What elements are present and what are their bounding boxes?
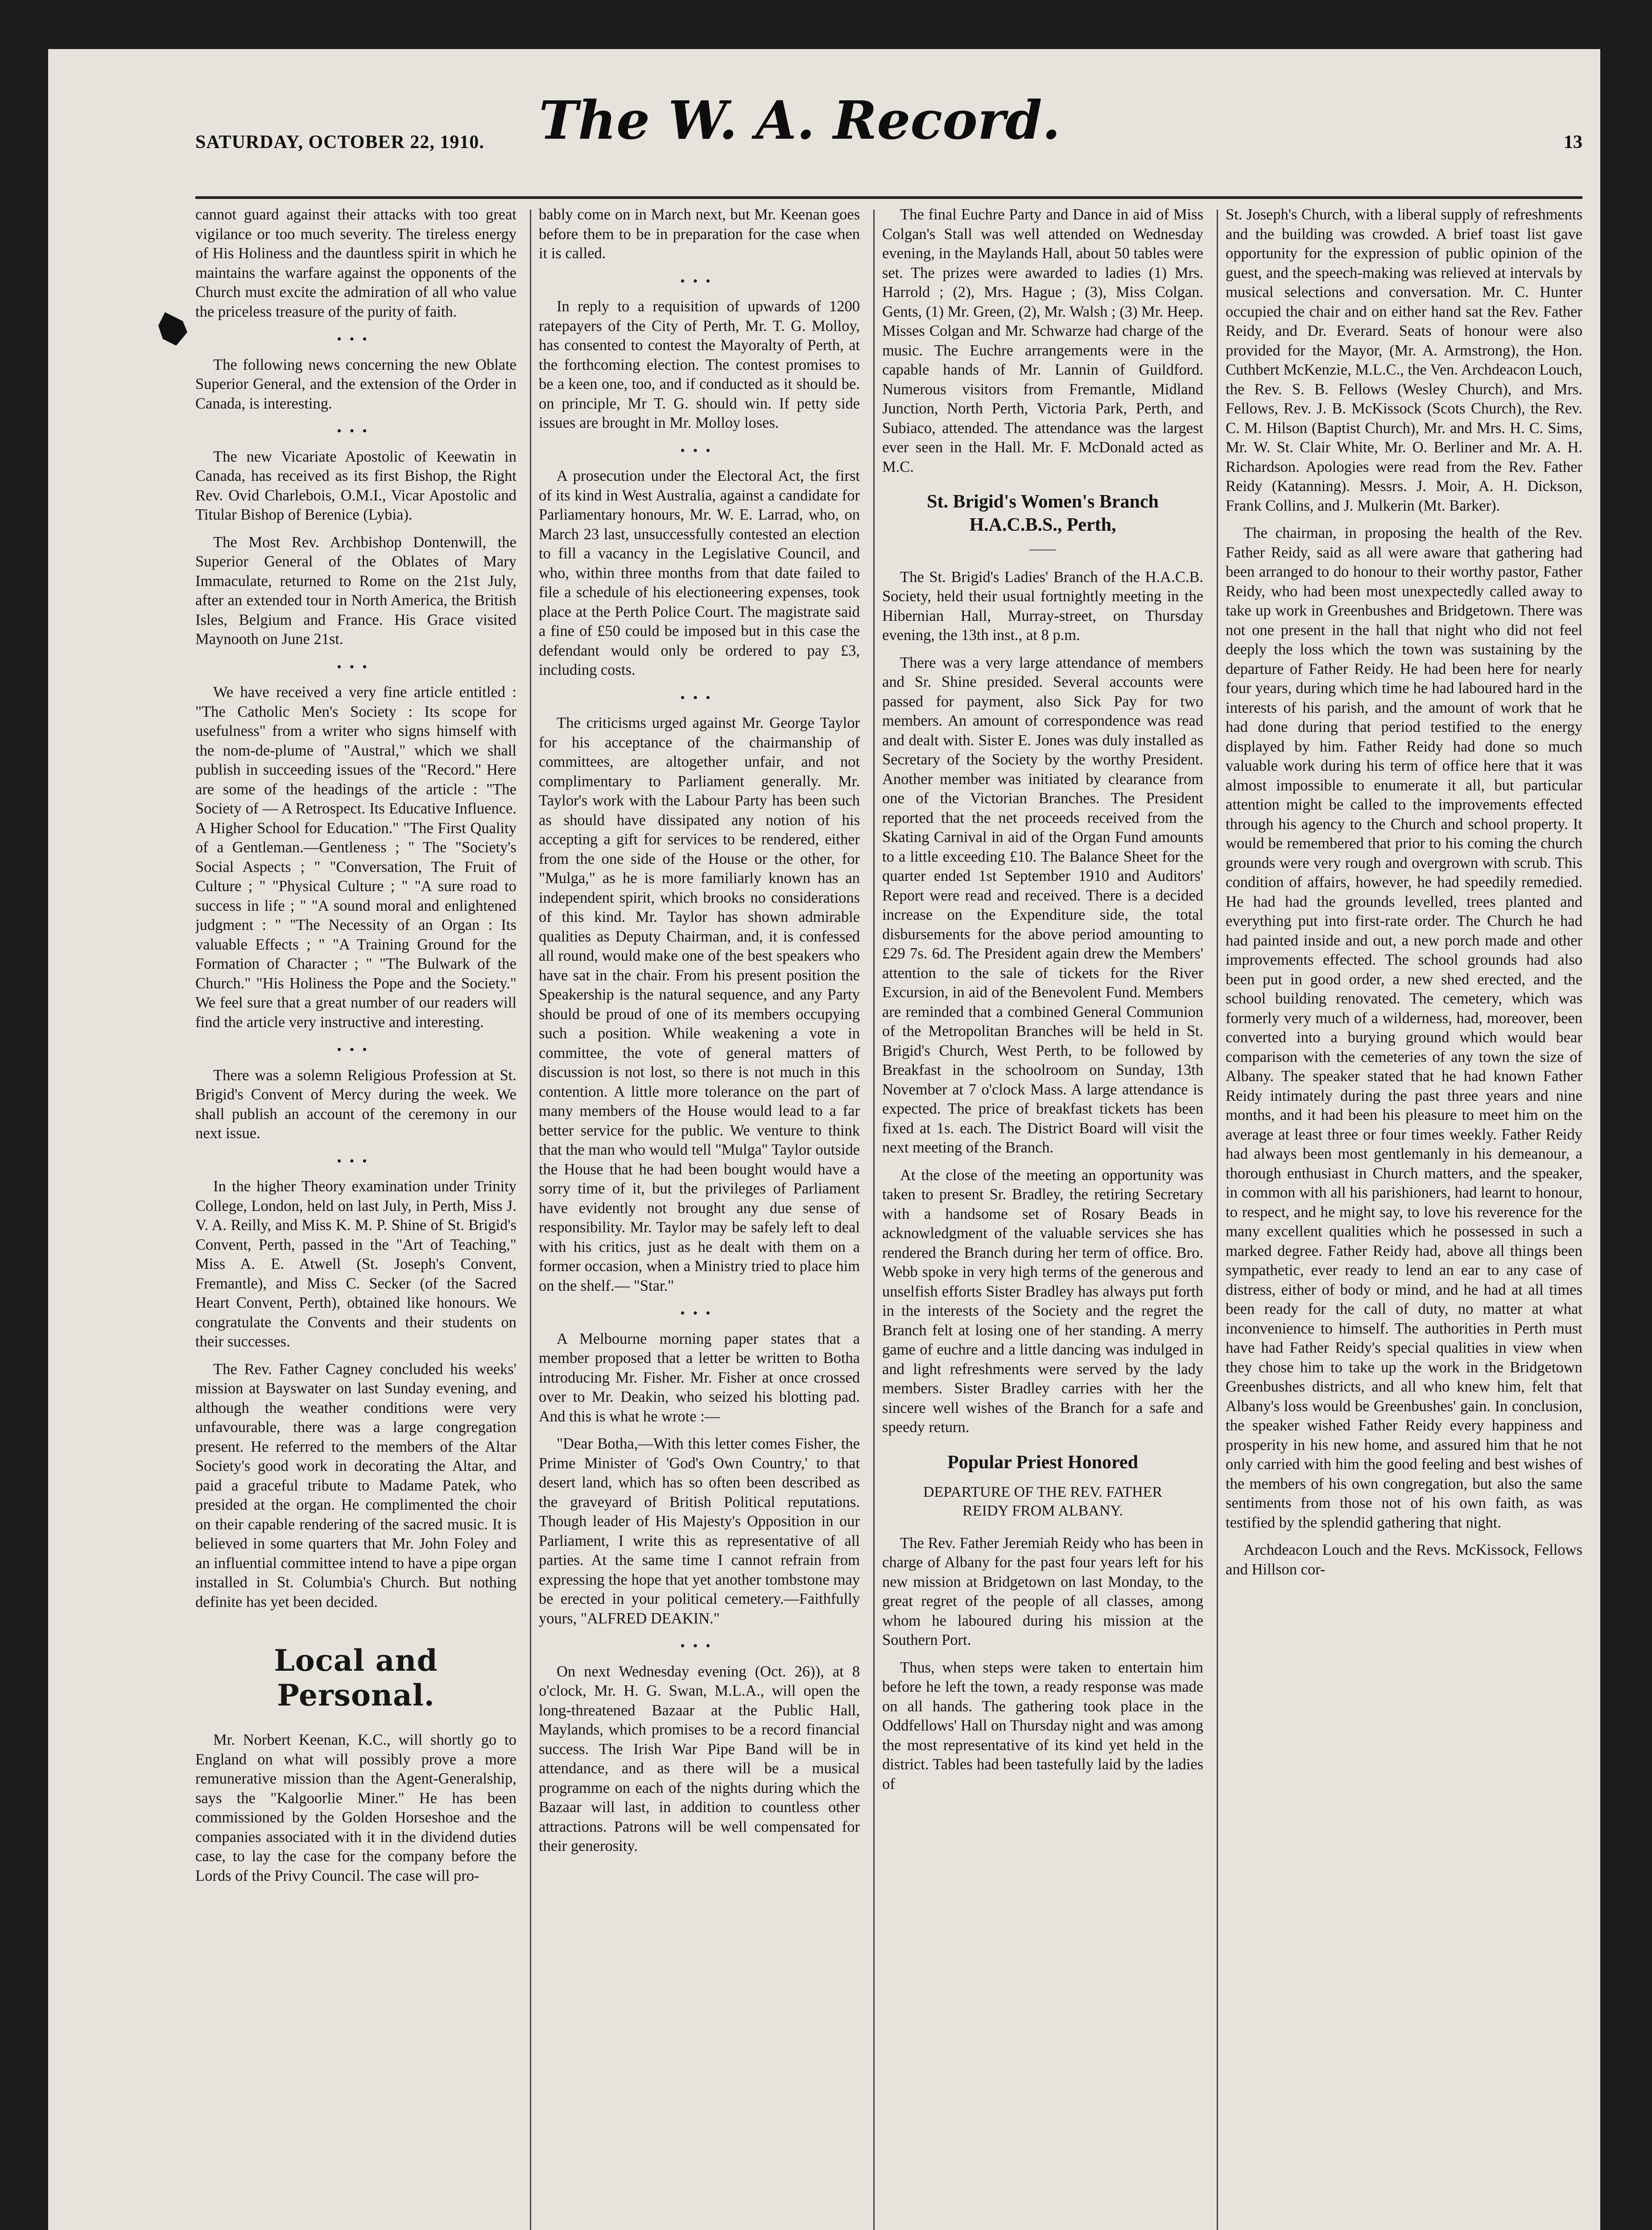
article-paragraph: There was a solemn Religious Profession at St. Brigid's Convent of Mercy during the week. We shall publish an account of the ceremony in our next issue. [195, 1066, 516, 1142]
column-3 [882, 205, 1203, 2230]
article-paragraph: Mr. Norbert Keenan, K.C., will shortly go to England on what will possibly prove a more remunerative mission than the Agent-Generalship, says the "Kalgoorlie Miner." He has been commissioned by the Golden Horseshoe and the companies associated with it in the dividend duties case, to lay the case for the company before the Lords of the Privy Council. The case will pro- [195, 1731, 516, 1884]
section-separator: ••• [337, 659, 375, 674]
article-paragraph: On next Wednesday evening (Oct. 26)), at 8 o'clock, Mr. H. G. Swan, M.L.A., will open the long-threatened Bazaar at the Public Hall, Maylands, which promises to be a record financial success. The Irish War Pipe Band will be in attendance, and as there will be a musical programme on each of the nights during which the Bazaar will last, in addition to countless other attractions. Patrons will be well compensated for their generosity. [539, 1663, 860, 1854]
newspaper-page [48, 49, 1600, 2230]
section-separator: ••• [337, 1153, 375, 1169]
article-paragraph: The Most Rev. Archbishop Dontenwill, the Superior General of the Oblates of Mary Immaculate, returned to Rome on the 21st July, after an extended tour in North America, the British Isles, Belgium and France. His Grace visited Maynooth on June 21st. [195, 533, 516, 648]
newspaper-title: The W. A. Record. [539, 89, 1061, 151]
column-1 [195, 205, 516, 2230]
article-paragraph: The Rev. Father Cagney concluded his weeks' mission at Bayswater on last Sunday evening, and although the weather conditions were very unfavourable, there was a large congregation present. He referred to the members of the Altar Society's good work in decorating the Altar, and paid a graceful tribute to Madame Patek, who presided at the organ. He complimented the choir on their capable rendering of the sacred music. It is believed in some quarters that Mr. John Foley and an influential committee intend to have a pipe organ installed in St. Columbia's Church. But nothing definite has yet been decided. [195, 1360, 516, 1611]
article-heading: Popular Priest Honored [947, 1452, 1138, 1473]
page-number: 13 [1564, 132, 1582, 153]
section-heading: Local and Personal. [274, 1643, 438, 1713]
section-separator: ••• [680, 1639, 719, 1653]
column-divider [530, 210, 531, 2230]
article-paragraph: The following news concerning the new Oblate Superior General, and the extension of the Order in Canada, is interesting. [195, 356, 516, 412]
column-4 [1226, 205, 1582, 2230]
header-rule [195, 196, 1582, 199]
heading-rule: —— [1029, 541, 1056, 556]
article-paragraph: The chairman, in proposing the health of the Rev. Father Reidy, said as all were aware that gathering had been arranged to do honour to their worthy pastor, Father Reidy, who had been most unexpectedly called away to take up work in Greenbushes and Bridgetown. There was not one present in the hall that night who did not feel deeply the loss which the town was sustaining by the departure of Father Reidy. He had been here for nearly four years, during which time he had laboured hard in the interests of his parish, and the amount of work that he had done during that period testified to the energy displayed by him. Father Reidy had done so much valuable work during his term of office here that it was almost impossible to enumerate it all, but particular attention might be called to the improvements effected through his agency to the Church and school property. It would be remembered that prior to his coming the church grounds were very rough and overgrown with scrub. This condition of affairs, however, he had speedily remedied. He had had the grounds levelled, trees planted and everything put into first-rate order. The Church he had had painted inside and out, a new porch made and other improvements effected. The school grounds had also been put in good order, a new shed erected, and the school building renovated. The cemetery, which was formerly very much of a wilderness, had, moreover, been converted into a burying ground which would bear comparison with the cemeteries of any town the size of Albany. The speaker stated that he had known Father Reidy intimately during the past three years and nine months, and it had been his pleasure to meet him on the average at least three or four times weekly. Father Reidy had always been most gentlemanly in his demeanour, a thorough enthusiast in Church matters, and the speaker, in common with all his parishioners, had learnt to honour, to respect, and he might say, to love his reverence for the many excellent qualities which he possessed in such a marked degree. Father Reidy had, above all things been sympathetic, ever ready to lend an ear to any case of distress, either of body or mind, and he had at all times been ready for the call of duty, no matter at what inconvenience to himself. The authorities in Perth must have had Father Reidy's special qualities in view when they chose him to take up the work in the Bridgetown Greenbushes districts, and all who knew him, felt that Albany's loss would be Greenbushes' gain. In conclusion, the speaker wished Father Reidy every happiness and prosperity in his new home, and assured him that he not only carried with him the good feeling and best wishes of the members of his own congregation, but also the same sentiments from those not of his own faith, as was testified by the splendid gathering that night. [1226, 524, 1582, 1531]
section-separator: ••• [337, 424, 375, 438]
article-paragraph: bably come on in March next, but Mr. Keenan goes before them to be in preparation for the case when it is called. [539, 206, 860, 262]
section-separator: ••• [680, 273, 719, 289]
article-paragraph: At the close of the meeting an opportunity was taken to present Sr. Bradley, the retiring Secretary with a handsome set of Rosary Beads in acknowledgment of the valuable services she has rendered the Branch during her term of office. Bro. Webb spoke in very high terms of the generous and unselfish efforts Sister Bradley has always put forth in the interests of the Society and the regret the Branch felt at losing one of her standing. A merry game of euchre and a little dancing was indulged in and light refreshments were served by the lady members. Sister Bradley carries with her the sincere well wishes of the Branch for a safe and speedy return. [882, 1166, 1203, 1436]
column-divider [873, 210, 875, 2230]
article-paragraph: The St. Brigid's Ladies' Branch of the H.A.C.B. Society, held their usual fortnightly meeting in the Hibernian Hall, Murray-street, on Thursday evening, the 13th inst., at 8 p.m. [882, 568, 1203, 644]
article-paragraph: The new Vicariate Apostolic of Keewatin in Canada, has received as its first Bishop, the Right Rev. Ovid Charlebois, O.M.I., Vicar Apostolic and Titular Bishop of Berenice (Lybia). [195, 448, 516, 523]
article-paragraph: The final Euchre Party and Dance in aid of Miss Colgan's Stall was well attended on Wednesday evening, in the Maylands Hall, about 50 tables were set. The prizes were awarded to ladies (1) Mrs. Harrold ; (2), Mrs. Hague ; (3), Miss Colgan. Gents, (1) Mr. Green, (2), Mr. Walsh ; (3) Mr. Heep. Misses Colgan and Mr. Schwarze had charge of the music. The Euchre arrangements were in the capable hands of Mr. Lannin of Guildford. Numerous visitors from Fremantle, Midland Junction, North Perth, Victoria Park, Perth, and Subiaco, attended. The attendance was the largest ever seen in the Hall. Mr. F. McDonald acted as M.C. [882, 206, 1203, 475]
article-paragraph: The criticisms urged against Mr. George Taylor for his acceptance of the chairmanship of committees, are altogether unfair, and not complimentary to Parliament generally. Mr. Taylor's work with the Labour Party has been such as should have dissipated any notion of his accepting a gift for services to be rendered, either from the one side of the House or the other, for "Mulga," as he is more familiarly known has an independent spirit, which brooks no considerations of this kind. Mr. Taylor has shown admirable qualities as Deputy Chairman, and, it is confessed all round, would make one of the best speakers who have sat in the chair. From his present position the Speakership is the natural sequence, and any Party should be proud of one of its members occupying such a position. While weakening a vote in committee, the vote of general matters of discussion is not lost, so there is not much in this contention. A little more tolerance on the part of many members of the House would lead to a far better service for the public. We venture to think that the man who would tell "Mulga" Taylor outside the House that he had been bought would have a sorry time of it, but the privileges of Parliament have evidently not brought any due sense of responsibility. Mr. Taylor may be safely left to deal with his critics, just as he dealt with them on a former occasion, when a Ministry tried to place him on the shelf.— "Star." [539, 714, 860, 1294]
article-paragraph: Thus, when steps were taken to entertain him before he left the town, a ready response was made on all hands. The gathering took place in the Oddfellows' Hall on Thursday night and was among the most representative of its kind yet held in the district. Tables had been tastefully laid by the ladies of [882, 1659, 1203, 1792]
article-paragraph: The Rev. Father Jeremiah Reidy who has been in charge of Albany for the past four years left for his new mission at Bridgetown on last Monday, to the great regret of the people of all classes, among whom he laboured during his mission at the Southern Port. [882, 1534, 1203, 1648]
article-paragraph: cannot guard against their attacks with too great vigilance or too much severity. The tireless energy of His Holiness and the dauntless spirit in which he maintains the warfare against the opponents of the Church must excite the admiration of all who value the priceless treasure of the purity of faith. [195, 206, 516, 320]
article-paragraph: A Melbourne morning paper states that a member proposed that a letter be written to Botha introducing Mr. Fisher. Mr. Fisher at once crossed over to Mr. Deakin, who seized his blotting pad. And this is what he wrote :— [539, 1330, 860, 1425]
article-paragraph: Archdeacon Louch and the Revs. McKissock, Fellows and Hillson cor- [1226, 1541, 1582, 1578]
section-separator: ••• [680, 690, 719, 705]
masthead [195, 80, 1582, 192]
issue-date: SATURDAY, OCTOBER 22, 1910. [195, 132, 484, 153]
article-subheading: DEPARTURE OF THE REV. FATHER REIDY FROM ALBANY. [923, 1483, 1163, 1519]
section-separator: ••• [680, 443, 719, 458]
article-paragraph: In reply to a requisition of upwards of 1200 ratepayers of the City of Perth, Mr. T. G. Molloy, has consented to contest the Mayoralty of Perth, at the forthcoming election. The contest promises to be a keen one, too, and if conducted as it should be. on principle, Mr T. G. should win. If petty side issues are brought in Mr. Molloy loses. [539, 298, 860, 431]
article-paragraph: There was a very large attendance of members and Sr. Shine presided. Several accounts were passed for payment, also Sick Pay for two members. An amount of correspondence was read and dealt with. Sister E. Jones was duly installed as Secretary of the Society by the worthy President. Another member was initiated by clearance from one of the Victorian Branches. The President reported that the net proceeds received from the Skating Carnival in aid of the Organ Fund amounts to a little exceeding £10. The Balance Sheet for the quarter ended 1st September 1910 and Auditors' Report were read and received. There is a decided increase on the Expenditure side, the total disbursements for the above period amounting to £29 7s. 6d. The President again drew the Members' attention to the sale of tickets for the River Excursion, in aid of the Benevolent Fund. Members are reminded that a combined General Communion of the Metropolitan Branches will be held in St. Brigid's Church, West Perth, to be followed by Breakfast in the schoolroom on Sunday, 13th November at 7 o'clock Mass. A large attendance is expected. The price of breakfast tickets has been fixed at 1s. each. The District Board will visit the next meeting of the Branch. [882, 654, 1203, 1156]
ink-blot-icon [156, 308, 192, 348]
section-separator: ••• [337, 332, 375, 347]
article-paragraph: In the higher Theory examination under Trinity College, London, held on last July, in Perth, Miss J. V. A. Reilly, and Miss K. M. P. Shine of St. Brigid's Convent, Perth, passed in the "Art of Teaching," Miss A. E. Atwell (St. Joseph's Convent, Fremantle), and Miss C. Secker (of the Sacred Heart Convent, Perth), obtained like honours. We congratulate the Convents and their students on their successes. [195, 1178, 516, 1350]
article-paragraph: St. Joseph's Church, with a liberal supply of refreshments and the building was crowded. A brief toast list gave opportunity for the expression of public opinion of the guest, and the speech-making was relieved at intervals by musical selections and conversation. Mr. C. Hunter occupied the chair and on either hand sat the Rev. Father Reidy, and Dr. Everard. Seats of honour were also provided for the Mayor, (Mr. A. Armstrong), the Hon. Cuthbert McKenzie, M.L.C., the Ven. Archdeacon Louch, the Rev. S. B. Fellows (Wesley Church), and Mrs. Fellows, Rev. J. B. McKissock (Scots Church), the Rev. C. M. Hilson (Baptist Church), Mr. and Mrs. H. C. Sims, Mr. W. St. Clair White, Mr. O. Berliner and Mr. A. H. Richardson. Apologies were read from the Rev. Father Reidy (Katanning). Messrs. J. Moir, A. H. Dickson, Frank Collins, and J. Mulkerin (Mt. Barker). [1226, 206, 1582, 514]
section-separator: ••• [680, 1306, 719, 1321]
article-paragraph: We have received a very fine article entitled : "The Catholic Men's Society : Its scope for usefulness" from a writer who signs himself with the nom-de-plume of "Austral," which we shall publish in succeeding issues of the "Record." Here are some of the headings of the article : "The Society of — A Retrospect. Its Educative Influence. A Higher School for Education." "The First Quality of a Gentleman.—Gentleness ; " The "Society's Social Aspects ; " "Conversation, The Fruit of Culture ; " "Physical Culture ; " "A sure road to success in life ; " "A sound moral and enlightened judgment : " "The Necessity of an Organ : Its valuable Effects ; " "A Training Ground for the Formation of Character ; " "The Bulwark of the Church." "His Holiness the Pope and the Society." We feel sure that a great number of our readers will find the article very instructive and interesting. [195, 684, 516, 1031]
article-paragraph: A prosecution under the Electoral Act, the first of its kind in West Australia, against a candidate for Parliamentary honours, Mr. W. E. Larrad, who, on March 23 last, unsuccessfully contested an election to fill a vacancy in the Legislative Council, and who, within three months from that date failed to file a schedule of his electioneering expenses, took place at the Perth Police Court. The magistrate said a fine of £50 could be imposed but in this case the defendant would only be ordered to pay £3, including costs. [539, 467, 860, 678]
article-paragraph: "Dear Botha,—With this letter comes Fisher, the Prime Minister of 'God's Own Country,' to that desert land, which has so often been described as the graveyard of British Political reputations. Though leader of His Majesty's Opposition in our Parliament, I write this as representative of all parties. At the same time I cannot refrain from expressing the hope that yet another tombstone may be erected in your political cemetery.—Faithfully yours, "ALFRED DEAKIN." [539, 1435, 860, 1627]
section-separator: ••• [337, 1042, 375, 1057]
article-heading: St. Brigid's Women's Branch H.A.C.B.S., Perth, [927, 491, 1159, 535]
column-2 [539, 205, 860, 2230]
column-divider [1217, 210, 1218, 2230]
